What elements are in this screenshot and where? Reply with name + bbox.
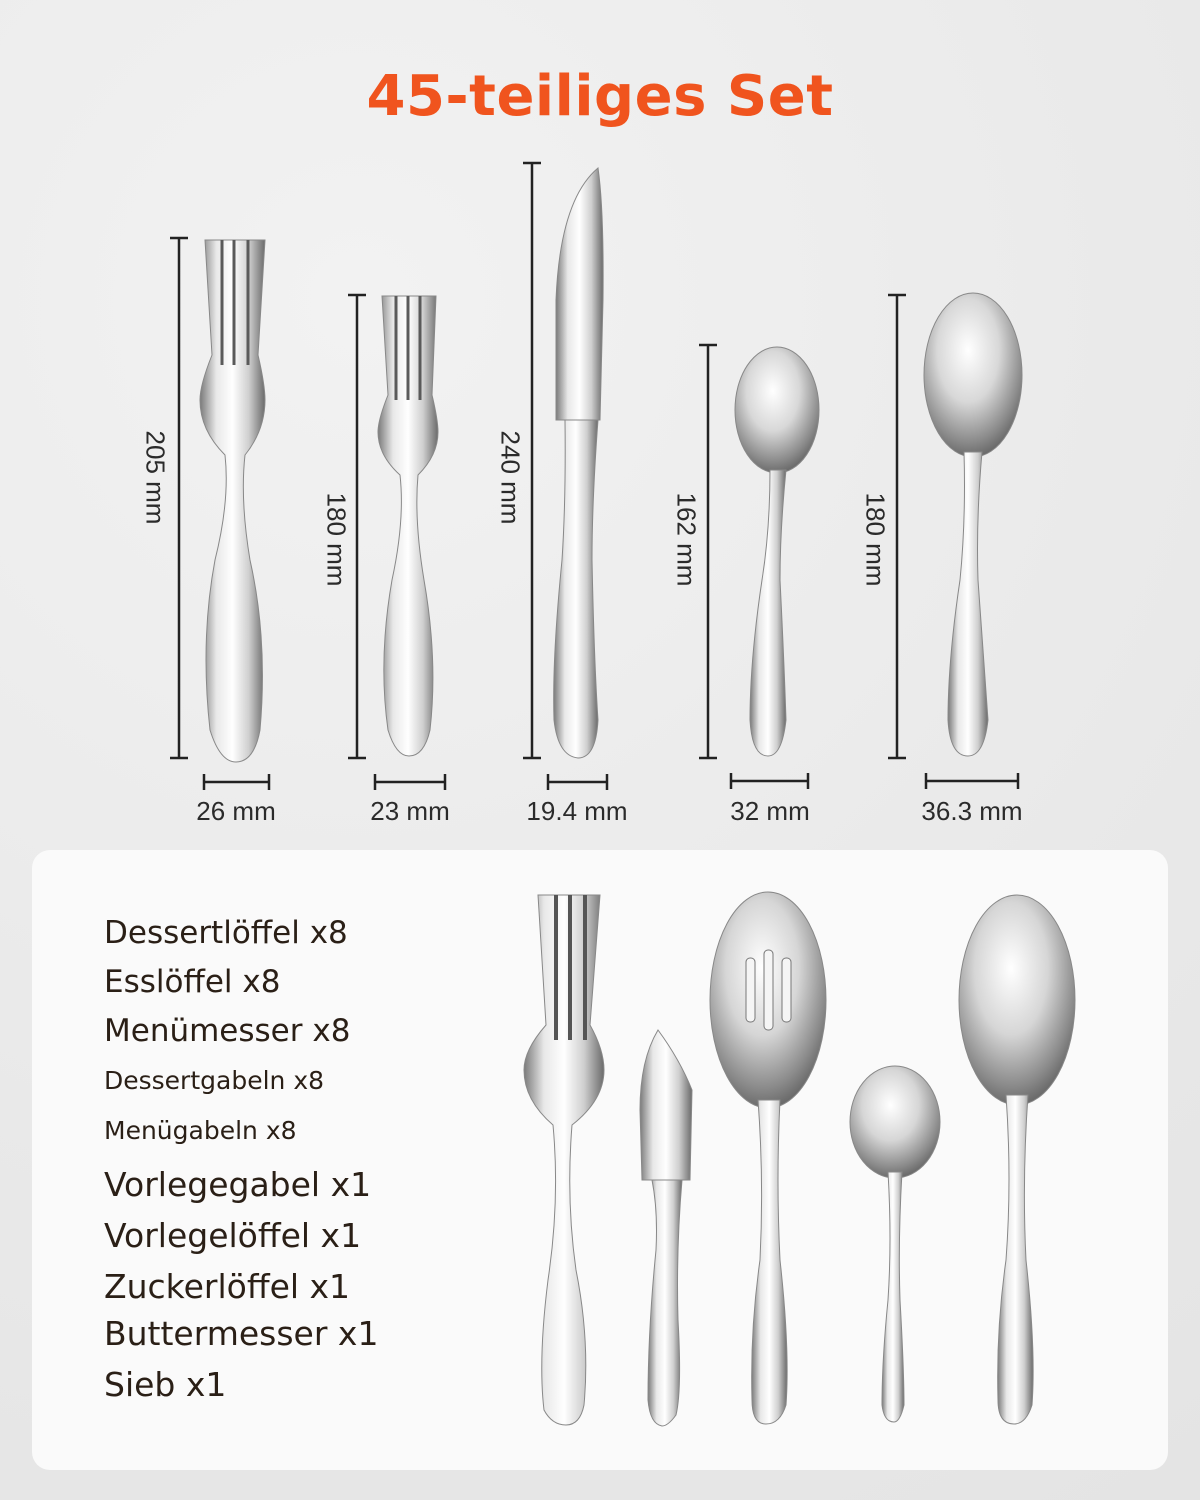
contents-item: Dessertlöffel x8 bbox=[104, 915, 348, 951]
fork-shape bbox=[170, 238, 269, 790]
knife-shape bbox=[523, 163, 607, 790]
contents-item: Menügabeln x8 bbox=[104, 1116, 297, 1145]
fork-length-label: 205 mm bbox=[140, 430, 171, 525]
fork-width-label: 26 mm bbox=[196, 796, 276, 826]
dessert-spoon-length-label: 162 mm bbox=[671, 492, 702, 587]
knife-width-label: 19.4 mm bbox=[526, 796, 628, 826]
spoon-shape bbox=[888, 293, 1022, 789]
dessert-fork-width-label: 23 mm bbox=[370, 796, 450, 826]
dessert-fork-shape bbox=[348, 295, 445, 790]
contents-item: Vorlegegabel x1 bbox=[104, 1165, 372, 1204]
dessert-fork-length-label: 180 mm bbox=[321, 492, 352, 587]
contents-item: Dessertgabeln x8 bbox=[104, 1066, 325, 1095]
contents-item: Vorlegelöffel x1 bbox=[104, 1216, 362, 1255]
contents-item: Zuckerlöffel x1 bbox=[104, 1267, 351, 1306]
dessert-spoon-width-label: 32 mm bbox=[730, 796, 810, 826]
contents-item: Esslöffel x8 bbox=[104, 964, 281, 1000]
dessert-spoon-shape bbox=[699, 345, 819, 789]
contents-item: Sieb x1 bbox=[104, 1365, 227, 1404]
contents-item: Menümesser x8 bbox=[104, 1013, 351, 1049]
contents-item: Buttermesser x1 bbox=[104, 1314, 379, 1353]
knife-length-label: 240 mm bbox=[495, 430, 526, 525]
spoon-length-label: 180 mm bbox=[860, 492, 891, 587]
spoon-width-label: 36.3 mm bbox=[921, 796, 1023, 826]
page-title: 45-teiliges Set bbox=[366, 64, 834, 129]
